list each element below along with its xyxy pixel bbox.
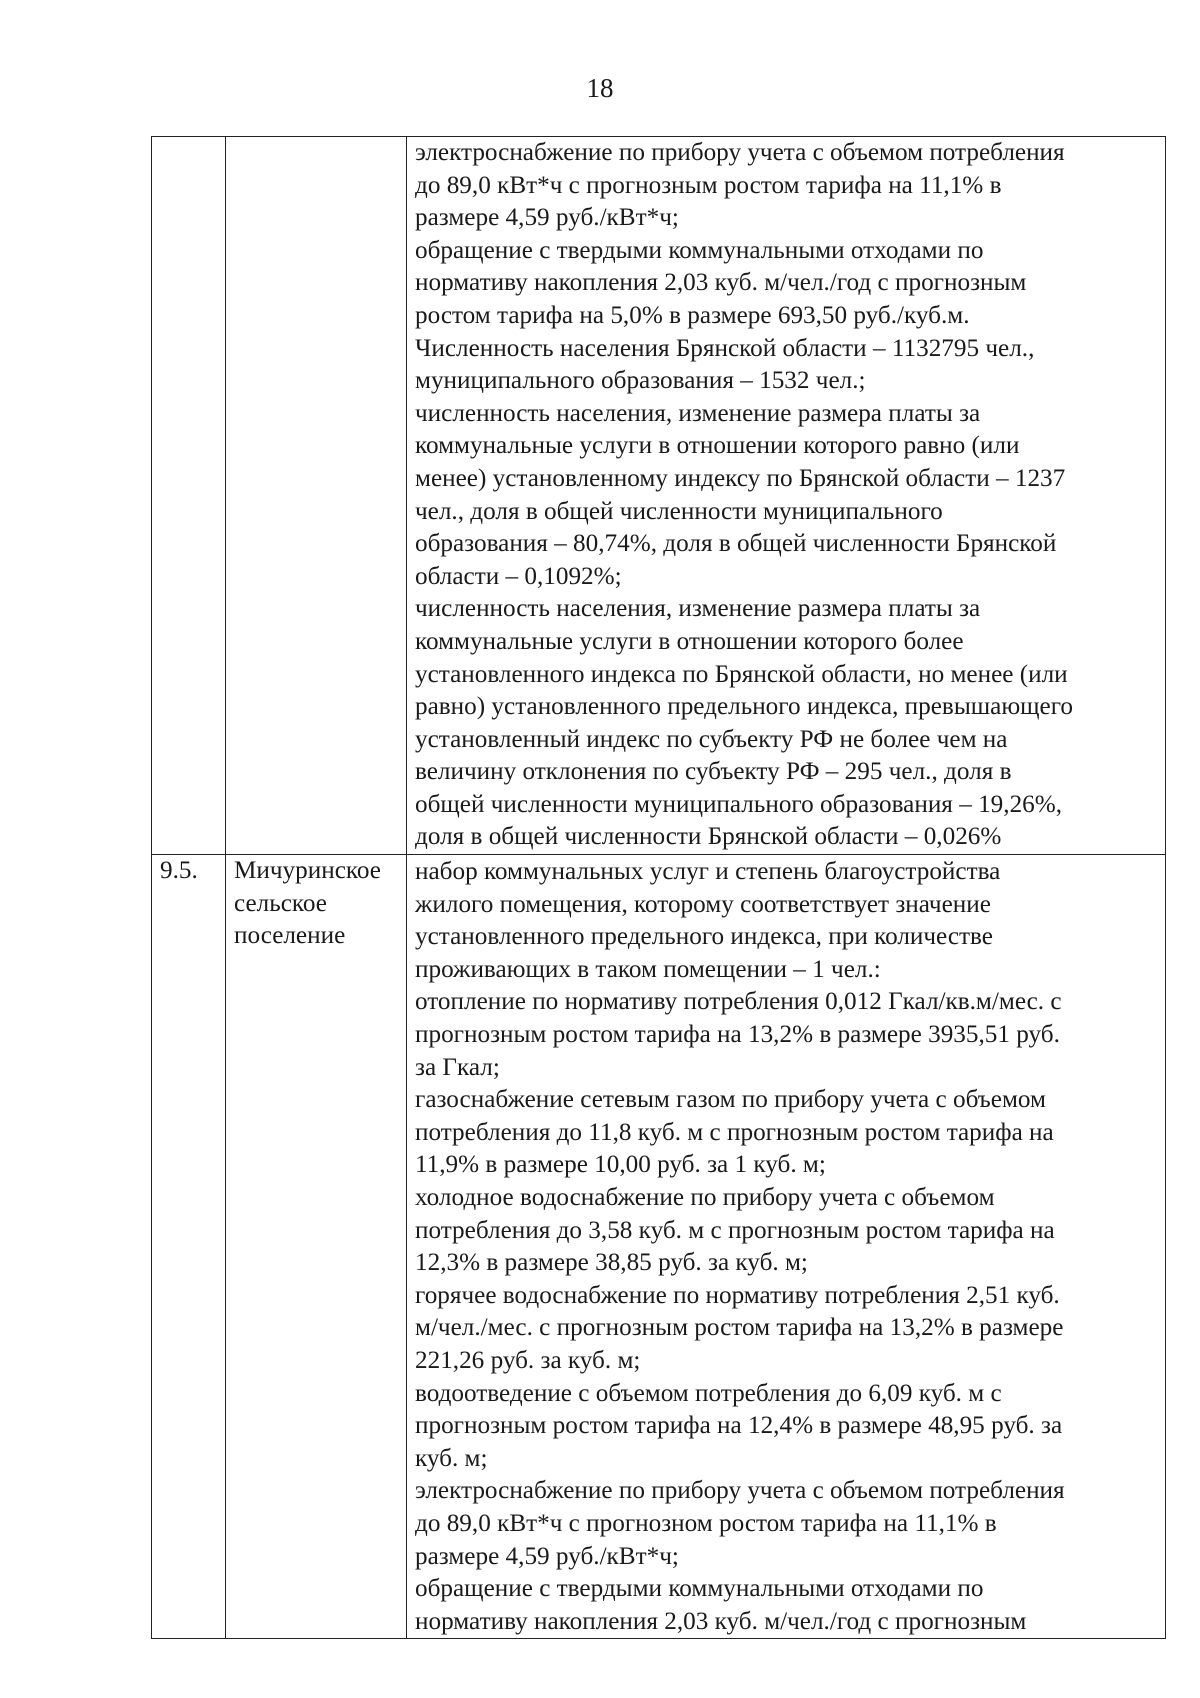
text-line: прогнозным ростом тарифа на 12,4% в размере 48,95 руб. за (415, 1412, 1063, 1440)
text-line: установленный индекс по субъекту РФ не более чем на (415, 725, 1008, 753)
text-line: чел., доля в общей численности муниципального (415, 497, 943, 525)
text-line: потребления до 11,8 куб. м с прогнозным ростом тарифа на (415, 1118, 1054, 1146)
text-line: нормативу накопления 2,03 куб. м/чел./год с прогнозным (415, 1607, 1027, 1635)
text-line: куб. м; (415, 1444, 488, 1472)
table-row (152, 855, 1166, 1639)
text-line: электроснабжение по прибору учета с объемом потребления (415, 1477, 1065, 1505)
text-line: образования – 80,74%, доля в общей численности Брянской (415, 530, 1057, 558)
text-line: электроснабжение по прибору учета с объемом потребления (415, 139, 1065, 166)
description-cell (407, 855, 1166, 1639)
text-line: Мичуринское (234, 857, 381, 885)
text-line: общей численности муниципального образования – 19,26%, (415, 790, 1063, 818)
text-line: 221,26 руб. за куб. м; (415, 1346, 641, 1374)
text-line: менее) установленному индексу по Брянской области – 1237 (415, 464, 1066, 492)
row-number-cell (152, 137, 226, 855)
text-line: холодное водоснабжение по прибору учета с объемом (415, 1184, 995, 1211)
text-line: 11,9% в размере 10,00 руб. за 1 куб. м; (415, 1151, 826, 1179)
description-text (407, 137, 1165, 854)
table-row (152, 137, 1166, 855)
municipality-name (226, 855, 406, 953)
description-text (407, 855, 1165, 1638)
text-line: набор коммунальных услуг и степень благоустройства (415, 858, 1001, 886)
page-number: 18 (586, 73, 614, 103)
municipality-cell (226, 855, 407, 1639)
text-line: 12,3% в размере 38,85 руб. за куб. м; (415, 1249, 808, 1277)
row-number: 9.5. (160, 857, 198, 885)
text-line: газоснабжение сетевым газом по прибору учета с объемом (415, 1086, 1046, 1114)
text-line: отопление по нормативу потребления 0,012 Гкал/кв.м/мес. с (415, 988, 1062, 1016)
text-line: численность населения, изменение размера платы за (415, 595, 981, 623)
text-line: равно) установленного предельного индекса, превышающего (415, 693, 1074, 721)
text-line: доля в общей численности Брянской области – 0,026% (415, 823, 1002, 851)
tariff-table (151, 136, 1166, 1639)
text-line: проживающих в таком помещении – 1 чел.: (415, 955, 881, 983)
text-line: установленного предельного индекса, при количестве (415, 923, 993, 951)
text-line: до 89,0 кВт*ч с прогнозном ростом тарифа на 11,1% в (415, 1509, 997, 1537)
text-line: коммунальные услуги в отношении которого более (415, 627, 964, 655)
text-line: водоотведение с объемом потребления до 6,09 куб. м с (415, 1379, 1002, 1407)
text-line: м/чел./мес. с прогнозным ростом тарифа на 13,2% в размере (415, 1314, 1064, 1342)
text-line: коммунальные услуги в отношении которого равно (или (415, 432, 1020, 460)
text-line: размере 4,59 руб./кВт*ч; (415, 1542, 679, 1570)
text-line: области – 0,1092%; (415, 562, 622, 590)
text-line: поселение (234, 922, 346, 950)
text-line: установленного индекса по Брянской области, но менее (или (415, 660, 1068, 688)
text-line: муниципального образования – 1532 чел.; (415, 367, 866, 395)
text-line: нормативу накопления 2,03 куб. м/чел./год с прогнозным (415, 269, 1027, 297)
description-cell (407, 137, 1166, 855)
text-line: ростом тарифа на 5,0% в размере 693,50 руб./куб.м. (415, 301, 970, 329)
row-number-cell (152, 855, 226, 1639)
text-line: величину отклонения по субъекту РФ – 295 чел., доля в (415, 758, 1012, 786)
text-line: численность населения, изменение размера платы за (415, 399, 981, 427)
municipality-cell (226, 137, 407, 855)
text-line: Численность населения Брянской области – 1132795 чел., (415, 334, 1035, 362)
text-line: сельское (234, 889, 327, 917)
text-line: до 89,0 кВт*ч с прогнозным ростом тарифа на 11,1% в (415, 171, 1002, 199)
text-line: обращение с твердыми коммунальными отходами по (415, 236, 984, 264)
text-line: обращение с твердыми коммунальными отходами по (415, 1575, 984, 1603)
text-line: горячее водоснабжение по нормативу потребления 2,51 куб. (415, 1281, 1060, 1309)
text-line: потребления до 3,58 куб. м с прогнозным ростом тарифа на (415, 1216, 1055, 1244)
text-line: прогнозным ростом тарифа на 13,2% в размере 3935,51 руб. (415, 1021, 1060, 1049)
text-line: за Гкал; (415, 1053, 500, 1081)
text-line: размере 4,59 руб./кВт*ч; (415, 204, 679, 232)
text-line: жилого помещения, которому соответствует значение (415, 890, 991, 918)
